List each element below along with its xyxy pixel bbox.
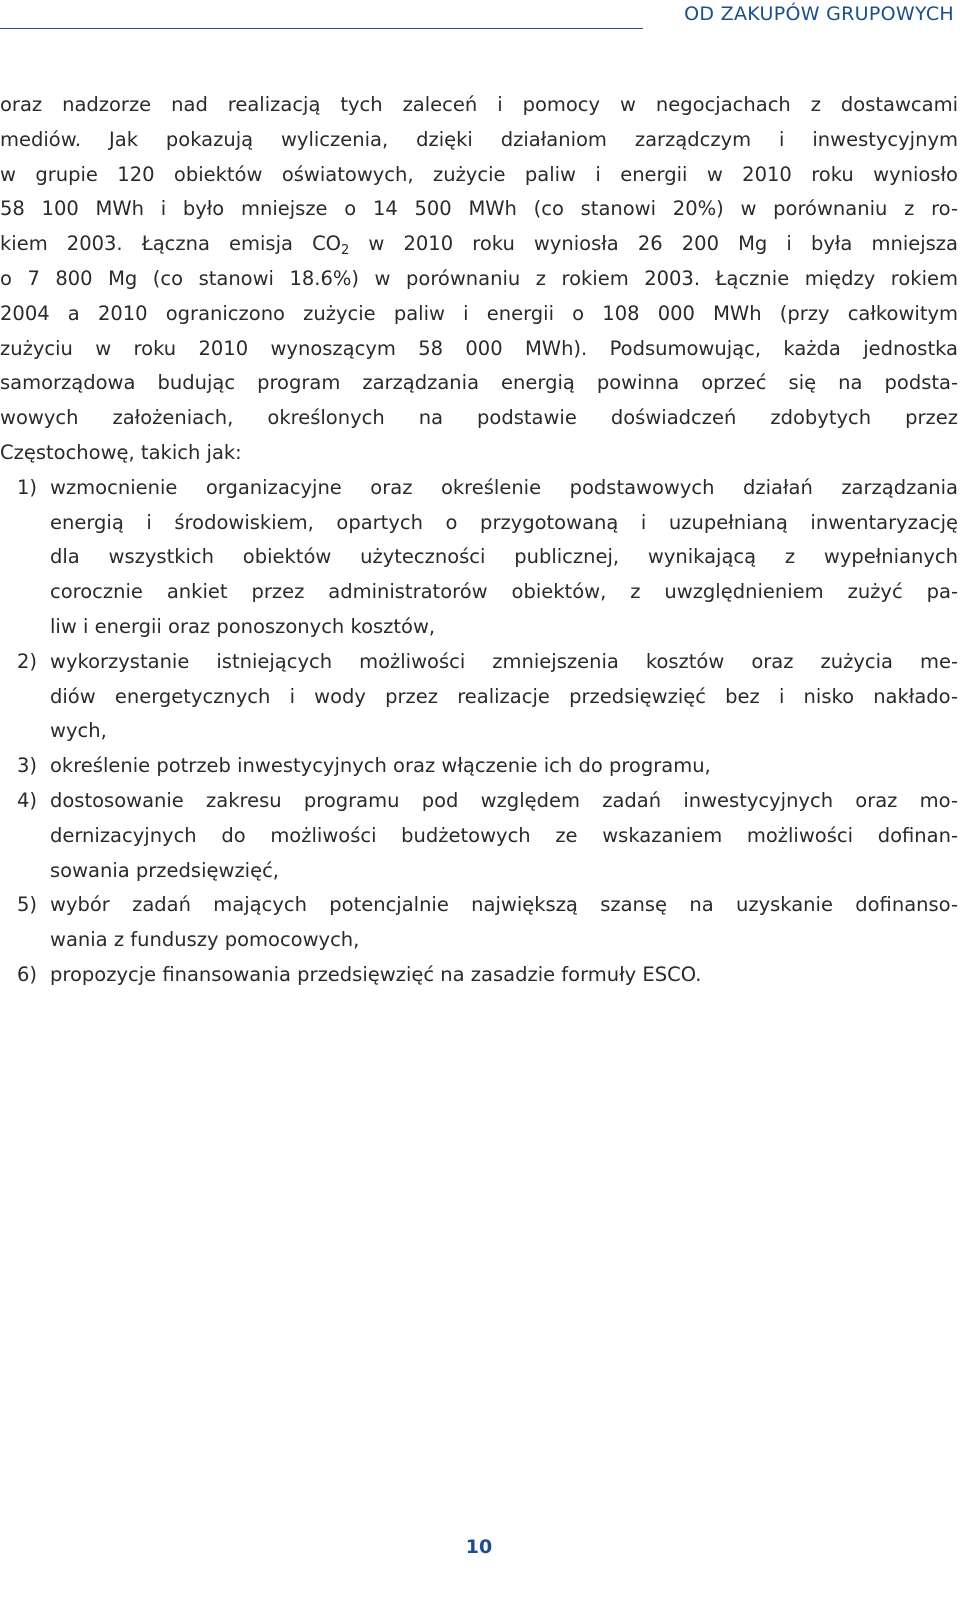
list-item-line: dostosowanie zakresu programu pod względem zadań inwestycyjnych oraz mo- <box>50 788 958 812</box>
list-item-line: liw i energii oraz ponoszonych kosztów, <box>50 614 436 638</box>
list-item-line: wania z funduszy pomocowych, <box>50 928 360 952</box>
list-item-1-cont <box>0 506 958 541</box>
list-item-line: dla wszystkich obiektów użyteczności publicznej, wynikającą z wypełnianych <box>50 545 958 569</box>
paragraph-line: w grupie 120 obiektów oświatowych, zużycie paliw i energii w 2010 roku wyniosło <box>0 162 958 186</box>
paragraph-line: o 7 800 Mg (co stanowi 18.6%) w porównaniu z rokiem 2003. Łącznie między rokiem <box>0 266 958 290</box>
list-marker: 4) <box>17 788 38 812</box>
list-item-5 <box>0 888 958 923</box>
paragraph-line-co2 <box>0 227 958 262</box>
list-item-5-cont <box>0 923 958 958</box>
list-item-4-cont <box>0 819 958 854</box>
page-header <box>0 0 960 32</box>
paragraph-line: samorządowa budując program zarządzania energią powinna oprzeć się na podsta- <box>0 371 958 395</box>
list-item-line: wych, <box>50 719 107 743</box>
list-item-3 <box>0 749 958 784</box>
body-text <box>0 88 958 993</box>
list-marker: 2) <box>17 649 38 673</box>
list-item-1-cont <box>0 575 958 610</box>
page-number: 10 <box>465 1536 493 1558</box>
list-item-line: wykorzystanie istniejących możliwości zmniejszenia kosztów oraz zużycia me- <box>50 649 958 673</box>
list-marker: 1) <box>17 475 38 499</box>
list-item-2-cont <box>0 680 958 715</box>
list-item-1-cont <box>0 540 958 575</box>
paragraph <box>0 88 958 471</box>
paragraph-line: 2004 a 2010 ograniczono zużycie paliw i energii o 108 000 MWh (przy całkowitym <box>0 301 958 325</box>
list-item-1-cont <box>0 610 958 645</box>
running-header-title: OD ZAKUPÓW GRUPOWYCH <box>684 3 954 25</box>
paragraph-line: wowych założeniach, określonych na podstawie doświadczeń zdobytych przez <box>0 406 958 430</box>
numbered-list <box>0 471 958 993</box>
list-item-line: energią i środowiskiem, opartych o przygotowaną i uzupełnianą inwentaryzację <box>50 510 958 534</box>
list-item-line: corocznie ankiet przez administratorów obiektów, z uwzględnieniem zużyć pa- <box>50 580 958 604</box>
list-item-line: sowania przedsięwzięć, <box>50 858 280 882</box>
paragraph-line: zużyciu w roku 2010 wynoszącym 58 000 MWh). Podsumowując, każda jednostka <box>0 336 958 360</box>
list-item-6 <box>0 958 958 993</box>
co2-text-before: kiem 2003. Łączna emisja CO <box>0 232 342 256</box>
paragraph-line: Częstochowę, takich jak: <box>0 440 242 464</box>
paragraph-line: mediów. Jak pokazują wyliczenia, dzięki działaniom zarządczym i inwestycyjnym <box>0 127 958 151</box>
list-item-4-cont <box>0 854 958 889</box>
list-item-line: dernizacyjnych do możliwości budżetowych ze wskazaniem możliwości dofinan- <box>50 823 958 847</box>
header-rule <box>0 28 643 29</box>
co2-text-after: w 2010 roku wyniosła 26 200 Mg i była mniejsza <box>349 232 958 256</box>
list-item-line: wybór zadań mających potencjalnie największą szansę na uzyskanie dofinanso- <box>50 893 958 917</box>
paragraph-line: 58 100 MWh i było mniejsze o 14 500 MWh (co stanowi 20%) w porównaniu z ro- <box>0 197 958 221</box>
list-marker: 6) <box>17 962 38 986</box>
list-item-2-cont <box>0 714 958 749</box>
list-item-line: wzmocnienie organizacyjne oraz określenie podstawowych działań zarządzania <box>50 475 958 499</box>
list-item-2 <box>0 645 958 680</box>
list-item-line: diów energetycznych i wody przez realizacje przedsięwzięć bez i nisko nakłado- <box>50 684 958 708</box>
list-marker: 5) <box>17 893 38 917</box>
co2-subscript: 2 <box>341 243 350 259</box>
paragraph-line: oraz nadzorze nad realizacją tych zaleceń i pomocy w negocjachach z dostawcami <box>0 93 958 116</box>
list-item-line: określenie potrzeb inwestycyjnych oraz włączenie ich do programu, <box>50 754 711 778</box>
list-item-4 <box>0 784 958 819</box>
list-item-line: propozycje finansowania przedsięwzięć na zasadzie formuły ESCO. <box>50 962 702 986</box>
list-item-1 <box>0 471 958 506</box>
list-marker: 3) <box>17 754 38 778</box>
